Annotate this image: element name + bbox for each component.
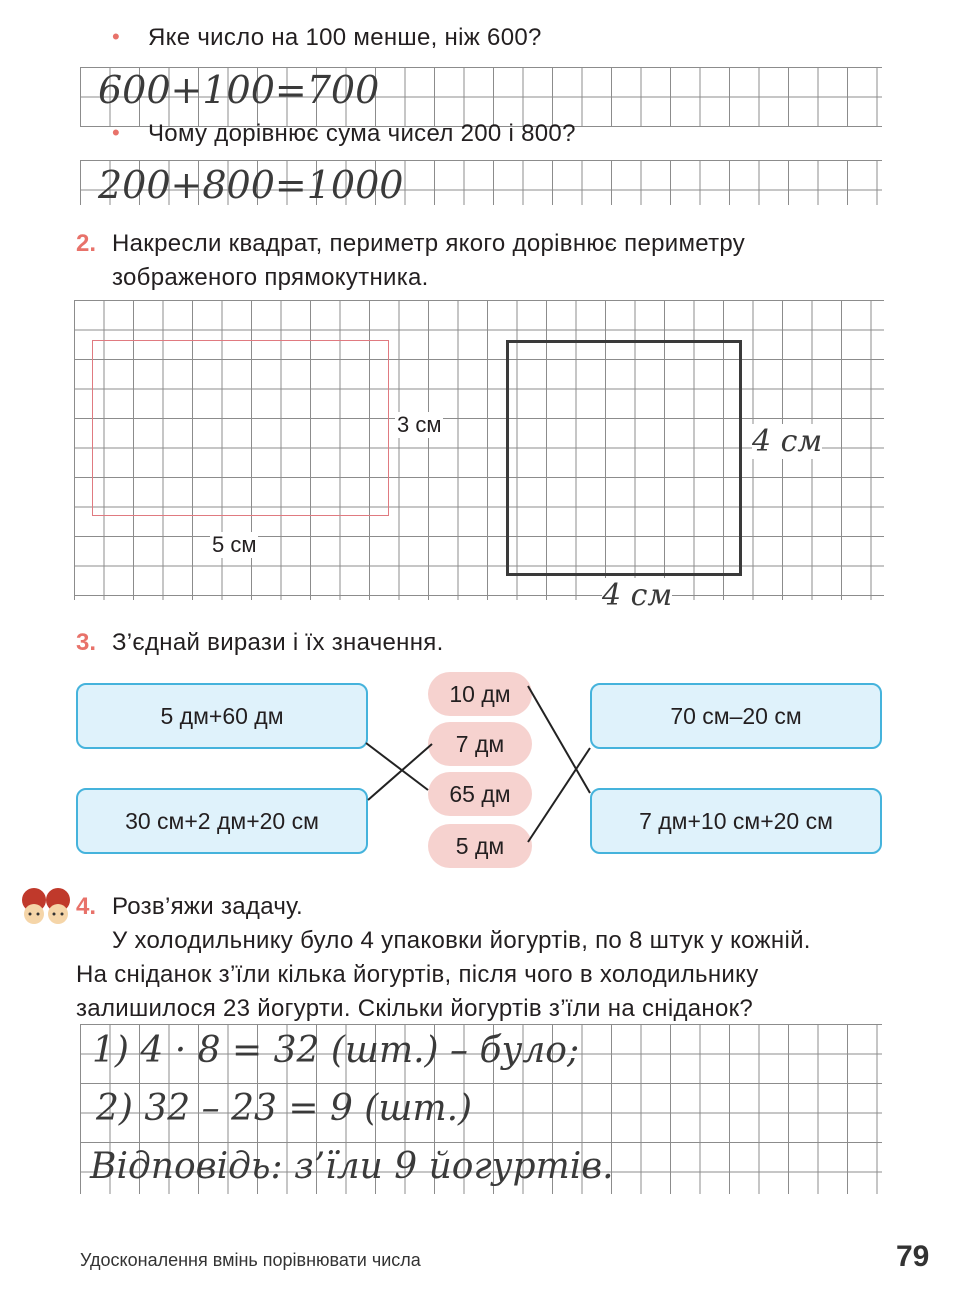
task-4-number: 4. xyxy=(76,893,97,920)
value-oval-3[interactable]: 65 дм xyxy=(428,772,532,816)
task-2-number: 2. xyxy=(76,230,97,257)
bullet: • xyxy=(112,24,120,49)
connection-line xyxy=(528,686,590,793)
square-bottom-label: 4 см xyxy=(602,578,673,613)
pair-work-icon xyxy=(18,884,74,926)
task-4-line1: У холодильнику було 4 упаковки йогуртів, по 8 штук у кожній. xyxy=(112,927,811,954)
task-4-title: Розв’яжи задачу. xyxy=(112,893,303,920)
question-2: Чому дорівнює сума чисел 200 і 800? xyxy=(148,120,576,147)
task-3-number: 3. xyxy=(76,629,97,656)
solution-answer: Відповідь: з’їли 9 йогуртів. xyxy=(90,1146,614,1187)
right-expression-1[interactable]: 70 см–20 см xyxy=(590,683,882,749)
left-expression-2[interactable]: 30 см+2 дм+20 см xyxy=(76,788,368,854)
right-expression-2[interactable]: 7 дм+10 см+20 см xyxy=(590,788,882,854)
value-oval-4[interactable]: 5 дм xyxy=(428,824,532,868)
rectangle-width-label: 5 см xyxy=(212,532,257,557)
value-oval-1[interactable]: 10 дм xyxy=(428,672,532,716)
answer-2: 200+800=1000 xyxy=(98,163,404,207)
footer-topic: Удосконалення вмінь порівнювати числа xyxy=(80,1250,421,1270)
task-2-text-line2: зображеного прямокутника. xyxy=(112,264,429,291)
solution-step-2: 2) 32 – 23 = 9 (шт.) xyxy=(96,1088,473,1129)
answer-1: 600+100=700 xyxy=(98,68,380,112)
question-1: Яке число на 100 менше, ніж 600? xyxy=(148,24,542,51)
task-4-line3: залишилося 23 йогурти. Скільки йогуртів з’їли на сніданок? xyxy=(76,995,754,1022)
solution-step-1: 1) 4 · 8 = 32 (шт.) – було; xyxy=(92,1030,580,1071)
connection-line xyxy=(528,748,590,842)
connection-line xyxy=(366,743,428,790)
task-3-text: З’єднай вирази і їх значення. xyxy=(112,629,444,656)
task-4-line2: На сніданок з’їли кілька йогуртів, після чого в холодильнику xyxy=(76,961,759,988)
left-expression-1[interactable]: 5 дм+60 дм xyxy=(76,683,368,749)
value-oval-2[interactable]: 7 дм xyxy=(428,722,532,766)
bullet: • xyxy=(112,120,120,145)
task-2-text-line1: Накресли квадрат, периметр якого дорівнює периметру xyxy=(112,230,746,257)
rectangle-height-label: 3 см xyxy=(397,412,442,437)
page-number: 79 xyxy=(896,1240,930,1273)
square-side-label: 4 см xyxy=(752,424,823,459)
